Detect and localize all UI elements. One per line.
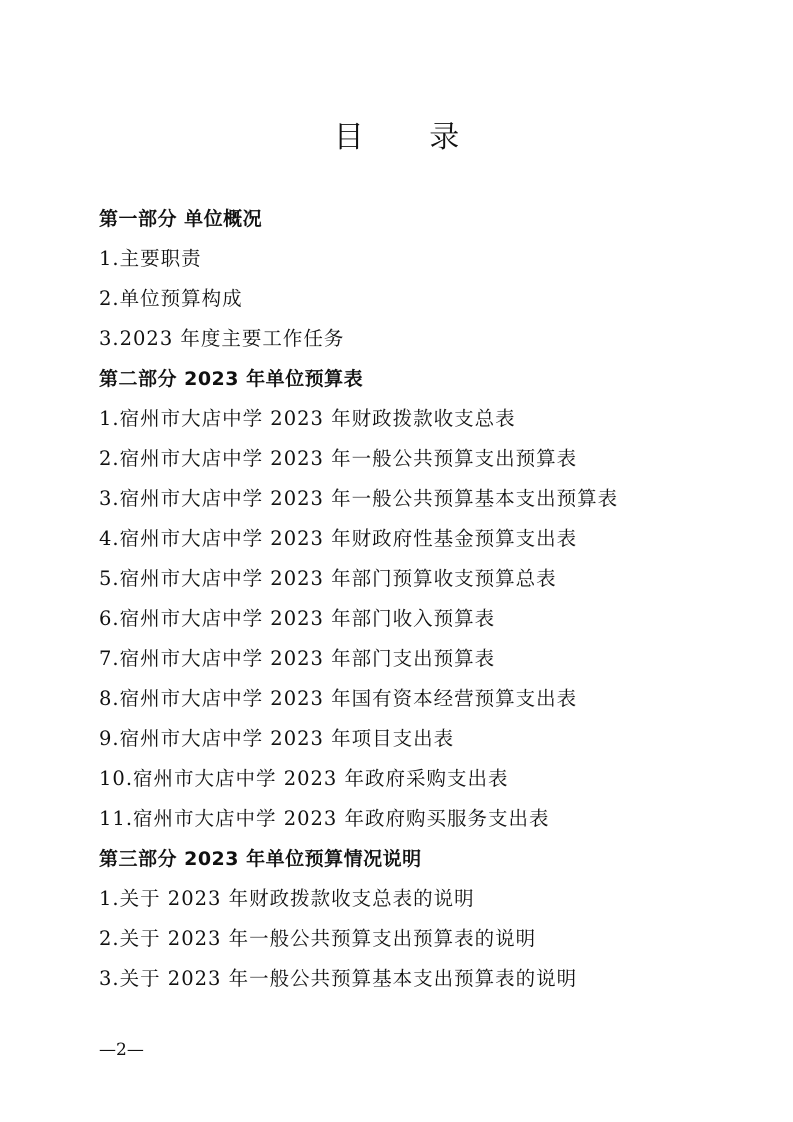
toc-item[interactable]: 2.单位预算构成 [99,287,243,310]
toc-section[interactable]: 第二部分 2023 年单位预算表 [99,368,364,390]
toc-item[interactable]: 9.宿州市大店中学 2023 年项目支出表 [99,727,455,750]
toc-section[interactable]: 第一部分 单位概况 [99,208,263,230]
toc-item[interactable]: 7.宿州市大店中学 2023 年部门支出预算表 [99,647,496,670]
toc-item[interactable]: 3.宿州市大店中学 2023 年一般公共预算基本支出预算表 [99,487,619,510]
toc-item[interactable]: 3.关于 2023 年一般公共预算基本支出预算表的说明 [99,967,578,990]
toc-item[interactable]: 1.关于 2023 年财政拨款收支总表的说明 [99,887,475,910]
toc-item[interactable]: 11.宿州市大店中学 2023 年政府购买服务支出表 [99,807,550,830]
toc-item[interactable]: 10.宿州市大店中学 2023 年政府采购支出表 [99,767,509,790]
page-number: —2— [99,1040,144,1060]
toc-item[interactable]: 1.宿州市大店中学 2023 年财政拨款收支总表 [99,407,516,430]
toc-item[interactable]: 1.主要职责 [99,247,202,270]
toc-item[interactable]: 6.宿州市大店中学 2023 年部门收入预算表 [99,607,496,630]
toc-item[interactable]: 3.2023 年度主要工作任务 [99,327,345,350]
toc-item[interactable]: 4.宿州市大店中学 2023 年财政府性基金预算支出表 [99,527,578,550]
table-of-contents [99,199,739,999]
toc-item[interactable]: 8.宿州市大店中学 2023 年国有资本经营预算支出表 [99,687,578,710]
page-title: 目 录 [333,120,488,155]
toc-item[interactable]: 2.宿州市大店中学 2023 年一般公共预算支出预算表 [99,447,578,470]
toc-item[interactable]: 2.关于 2023 年一般公共预算支出预算表的说明 [99,927,537,950]
toc-section[interactable]: 第三部分 2023 年单位预算情况说明 [99,848,422,870]
toc-item[interactable]: 5.宿州市大店中学 2023 年部门预算收支预算总表 [99,567,557,590]
